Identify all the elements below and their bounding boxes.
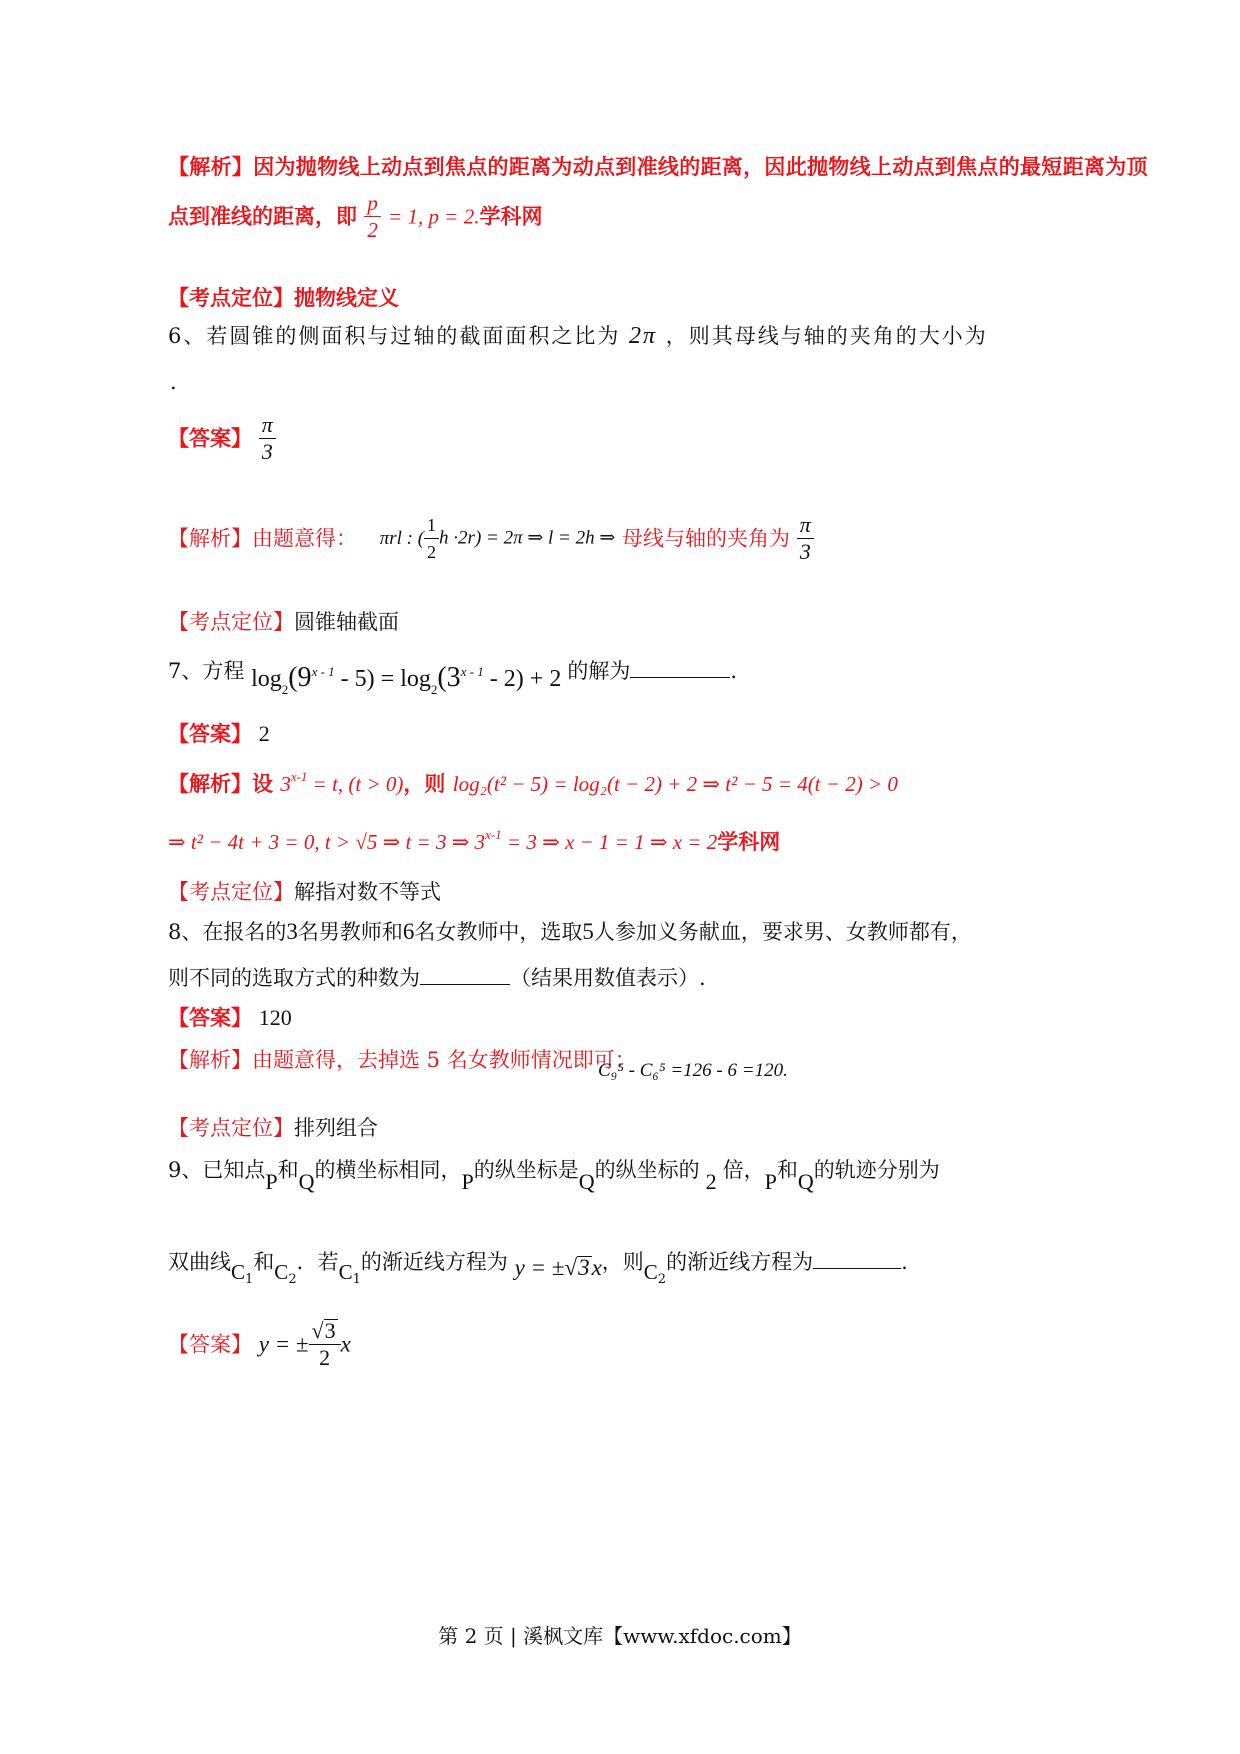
q6-analysis-end: 母线与轴的夹角为 <box>622 526 790 551</box>
q8-point-text: 排列组合 <box>294 1116 378 1140</box>
q7-point-text: 解指对数不等式 <box>294 880 441 904</box>
q7-answer-blank <box>630 657 730 678</box>
q9-answer-blank <box>813 1248 901 1269</box>
q6-stem-end: ，则其母线与轴的夹角的大小为 <box>665 324 988 348</box>
q8-formula: C₉⁵ - C₆⁵ =126 - 6 =120. <box>598 1060 788 1081</box>
q7-analysis-line1: 【解析】设 $3^{x-1} = t$, (t > 0)，则 log₂(t² − 5) = log₂(t − 2) + 2 ⇒ t² − 5 = 4(t − 2) > 0 <box>168 769 898 796</box>
q7-stem-end: 的解为 <box>567 659 631 683</box>
q6-stem-dot: . <box>170 370 177 394</box>
q8-point-tag: 【考点定位】 <box>168 1116 294 1140</box>
q7-answer <box>168 720 270 748</box>
q5-point-text: 抛物线定义 <box>294 285 399 310</box>
q7-stem <box>168 656 738 697</box>
page-footer: 第 2 页 | 溪枫文库【www.xfdoc.com】 <box>438 1624 802 1648</box>
q6-analysis <box>168 512 814 565</box>
q8-analysis <box>168 1046 636 1074</box>
q7-watermark: 学科网 <box>717 829 781 854</box>
q9-stem-line1: 9、已知点P和Q的横坐标相同，P的纵坐标是Q的纵坐标的 2 倍，P和Q的轨迹分别为 <box>168 1158 940 1194</box>
q7-analysis-tag: 【解析】 <box>168 771 252 796</box>
q7-stem-dot: . <box>730 659 738 683</box>
q5-watermark: 学科网 <box>479 203 543 229</box>
q9-answer-lead: y = ± <box>258 1331 309 1357</box>
q5-p-fraction: $\frac{p}{2}$ <box>364 190 381 243</box>
q6-stem <box>168 322 988 350</box>
q6-analysis-ans-fraction: $\frac{\pi}{3}$ <box>797 512 814 565</box>
q9-answer-tag: 【答案】 <box>168 1332 252 1357</box>
q6-analysis-lead: 由题意得： <box>252 526 357 551</box>
q8-answer-tag: 【答案】 <box>168 1005 252 1030</box>
q5-analysis-tag: 【解析】 <box>168 154 254 179</box>
q6-analysis-tag: 【解析】 <box>168 526 252 551</box>
q6-half-fraction: $\frac{1}{2}$ <box>424 512 439 565</box>
q8-stem-line2: 则不同的选取方式的种数为 （结果用数值表示）. <box>168 966 706 990</box>
q7-answer-tag: 【答案】 <box>168 721 252 746</box>
q6-analysis-math1: πrl : ( <box>379 527 425 549</box>
q8-answer-blank <box>420 964 510 985</box>
q7-point-tag: 【考点定位】 <box>168 880 294 904</box>
q5-analysis-text2: 点到准线的距离，即 <box>168 203 357 229</box>
q6-answer <box>168 412 276 465</box>
q7-stem-text: 7、方程 <box>168 659 245 683</box>
q6-point <box>168 608 399 636</box>
q5-point <box>168 284 399 312</box>
q8-analysis-text: 由题意得，去掉选 5 名女教师情况即可： <box>252 1048 636 1072</box>
q6-answer-fraction: $\frac{\pi}{3}$ <box>259 412 276 465</box>
q6-point-text: 圆锥轴截面 <box>294 610 399 634</box>
q8-answer <box>168 1004 292 1032</box>
q6-point-tag: 【考点定位】 <box>168 610 294 634</box>
q7-analysis-math3: ⇒ t² − 4t + 3 = 0, t > √5 ⇒ t = 3 ⇒ $3^{x-1} = 3$ ⇒ x − 1 = 1 ⇒ x = 2 <box>168 827 718 854</box>
q7-analysis-line2 <box>168 828 780 859</box>
q8-stem-line1: 8、在报名的3名男教师和6名女教师中，选取5人参加义务献血，要求男、女教师都有， <box>168 919 972 944</box>
q6-answer-tag: 【答案】 <box>168 425 252 451</box>
q9-answer-fraction: $\frac{√3}{2}$ <box>309 1318 341 1371</box>
q5-analysis-line2 <box>168 190 542 243</box>
q7-answer-value: 2 <box>258 721 270 746</box>
q9-answer-x: x <box>340 1331 351 1357</box>
q6-stem-math: 2π <box>629 323 658 349</box>
q8-answer-value: 120 <box>258 1005 292 1030</box>
q7-equation: $\log_2(9^{x - 1} - 5) = \log_2(3^{x - 1} - 2) + 2$ <box>251 662 562 697</box>
q6-analysis-math2: h ·2r) = 2π ⇒ l = 2h ⇒ <box>439 527 616 549</box>
q7-analysis-math2: log₂(t² − 5) = log₂(t − 2) + 2 ⇒ t² − 5 = 4(t − 2) > 0 <box>452 772 898 796</box>
q8-analysis-tag: 【解析】 <box>168 1048 252 1072</box>
q9-stem-line2: 双曲线$C_1$和$C_2$．若$C_1$的渐近线方程为 y = ±√3x，则$C_2$的渐近线方程为 . <box>168 1250 908 1287</box>
q8-point <box>168 1114 378 1142</box>
q5-analysis-text1: 因为抛物线上动点到焦点的距离为动点到准线的距离，因此抛物线上动点到焦点的最短距离为顶 <box>253 154 1148 179</box>
q9-asymptote-c1: y = ±√3x <box>514 1255 602 1280</box>
q5-point-tag: 【考点定位】 <box>168 285 294 310</box>
q9-answer <box>168 1318 351 1371</box>
q5-p-result: = 1, p = 2. <box>388 204 480 229</box>
q5-analysis-line1 <box>168 153 1148 181</box>
q7-point <box>168 878 441 906</box>
q6-stem-text: 6、若圆锥的侧面积与过轴的截面面积之比为 <box>168 324 621 348</box>
q7-analysis-math1: $3^{x-1} = t$, (t > 0) <box>280 769 404 796</box>
